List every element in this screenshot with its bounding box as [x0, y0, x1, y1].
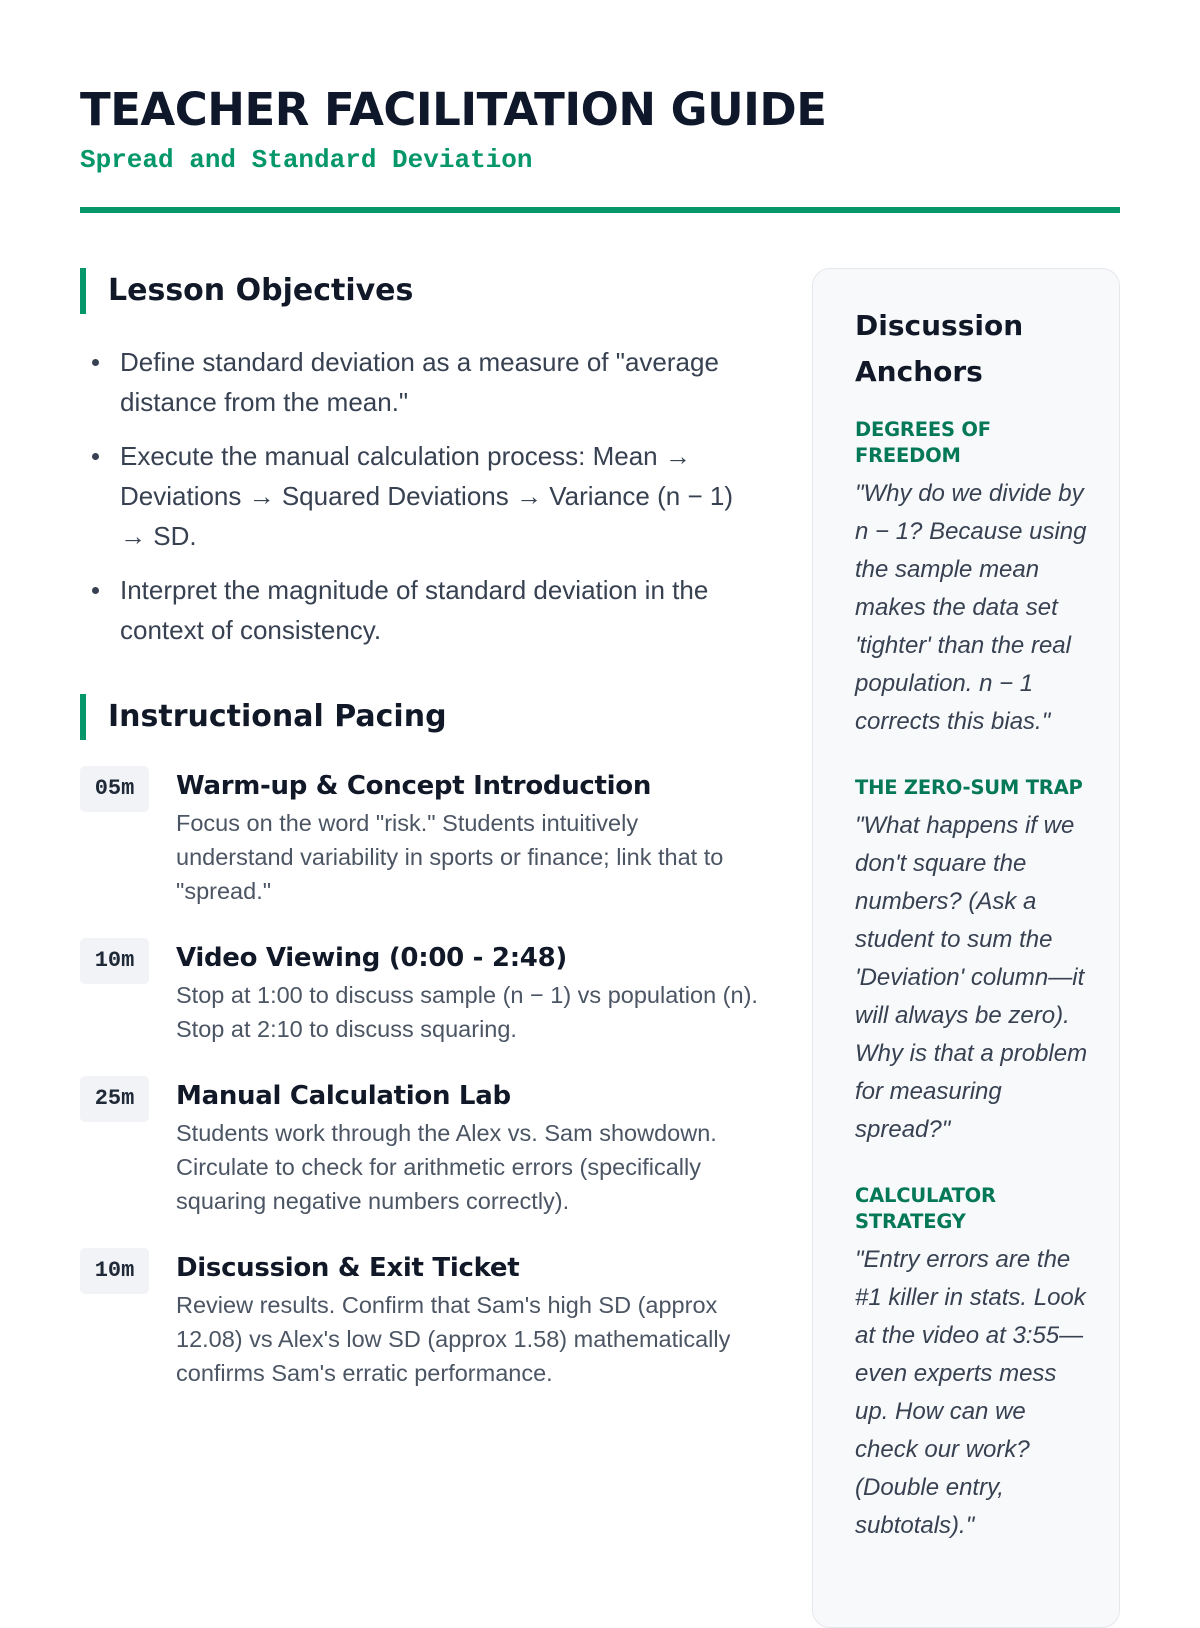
anchor-quote: "Entry errors are the #1 killer in stats. Look at the video at 3:55—even experts mess up. How can we check our work? (Double entry, subtotals).": [855, 1246, 1086, 1539]
pacing-item: [80, 938, 760, 1046]
discussion-anchor: [855, 775, 1095, 1149]
time-badge: 05m: [80, 766, 149, 812]
pacing-item-title: Video Viewing (0:00 - 2:48): [176, 943, 567, 973]
anchor-quote: "Why do we divide by n − 1? Because using the sample mean makes the data set 'tighter' than the real population. n − 1 corrects this bias.": [855, 480, 1087, 735]
pacing-item-body: [176, 1076, 760, 1218]
pacing-heading: Instructional Pacing: [80, 694, 760, 740]
objective-item: Define standard deviation as a measure of "average distance from the mean.": [80, 342, 760, 422]
pacing-item-description: Stop at 1:00 to discuss sample (n − 1) vs population (n). Stop at 2:10 to discuss squaring.: [176, 982, 758, 1042]
pacing-item: [80, 766, 760, 908]
pacing-item-title: Warm-up & Concept Introduction: [176, 771, 652, 801]
pacing-item-description: Students work through the Alex vs. Sam showdown. Circulate to check for arithmetic errors (specifically squaring negative numbers correctly).: [176, 1120, 717, 1214]
objectives-heading: Lesson Objectives: [80, 268, 760, 314]
objectives-list: [80, 342, 760, 650]
pacing-item-body: [176, 1248, 760, 1390]
discussion-anchor: [855, 417, 1095, 741]
pacing-item: [80, 1076, 760, 1218]
time-badge: 25m: [80, 1076, 149, 1122]
pacing-item-description: Review results. Confirm that Sam's high SD (approx 12.08) vs Alex's low SD (approx 1.58) mathematically confirms Sam's erratic performance.: [176, 1292, 731, 1386]
discussion-anchors-sidebar: [812, 268, 1120, 1628]
objective-item: Interpret the magnitude of standard deviation in the context of consistency.: [80, 570, 760, 650]
anchor-label: THE ZERO-SUM TRAP: [855, 776, 1083, 799]
page-title: TEACHER FACILITATION GUIDE: [80, 83, 827, 136]
time-badge: 10m: [80, 938, 149, 984]
page-subtitle: Spread and Standard Deviation: [80, 145, 533, 175]
anchor-label: DEGREES OF FREEDOM: [855, 418, 991, 467]
pacing-item-body: [176, 766, 760, 908]
pacing-item: [80, 1248, 760, 1390]
pacing-item-body: [176, 938, 760, 1046]
pacing-item-title: Manual Calculation Lab: [176, 1081, 511, 1111]
sidebar-title: Discussion Anchors: [855, 309, 1024, 388]
pacing-item-title: Discussion & Exit Ticket: [176, 1253, 520, 1283]
anchor-quote: "What happens if we don't square the numbers? (Ask a student to sum the 'Deviation' column—it will always be zero). Why is that a problem for measuring spread?": [855, 812, 1088, 1143]
main-column: [80, 268, 760, 1420]
header-divider: [80, 207, 1120, 213]
objective-item: Execute the manual calculation process: Mean → Deviations → Squared Deviations → Variance (n − 1) → SD.: [80, 436, 760, 556]
pacing-list: [80, 766, 760, 1390]
page-header: [80, 80, 1120, 180]
anchor-label: CALCULATOR STRATEGY: [855, 1184, 996, 1233]
discussion-anchor: [855, 1183, 1095, 1545]
time-badge: 10m: [80, 1248, 149, 1294]
pacing-item-description: Focus on the word "risk." Students intuitively understand variability in sports or finance; link that to "spread.": [176, 810, 724, 904]
